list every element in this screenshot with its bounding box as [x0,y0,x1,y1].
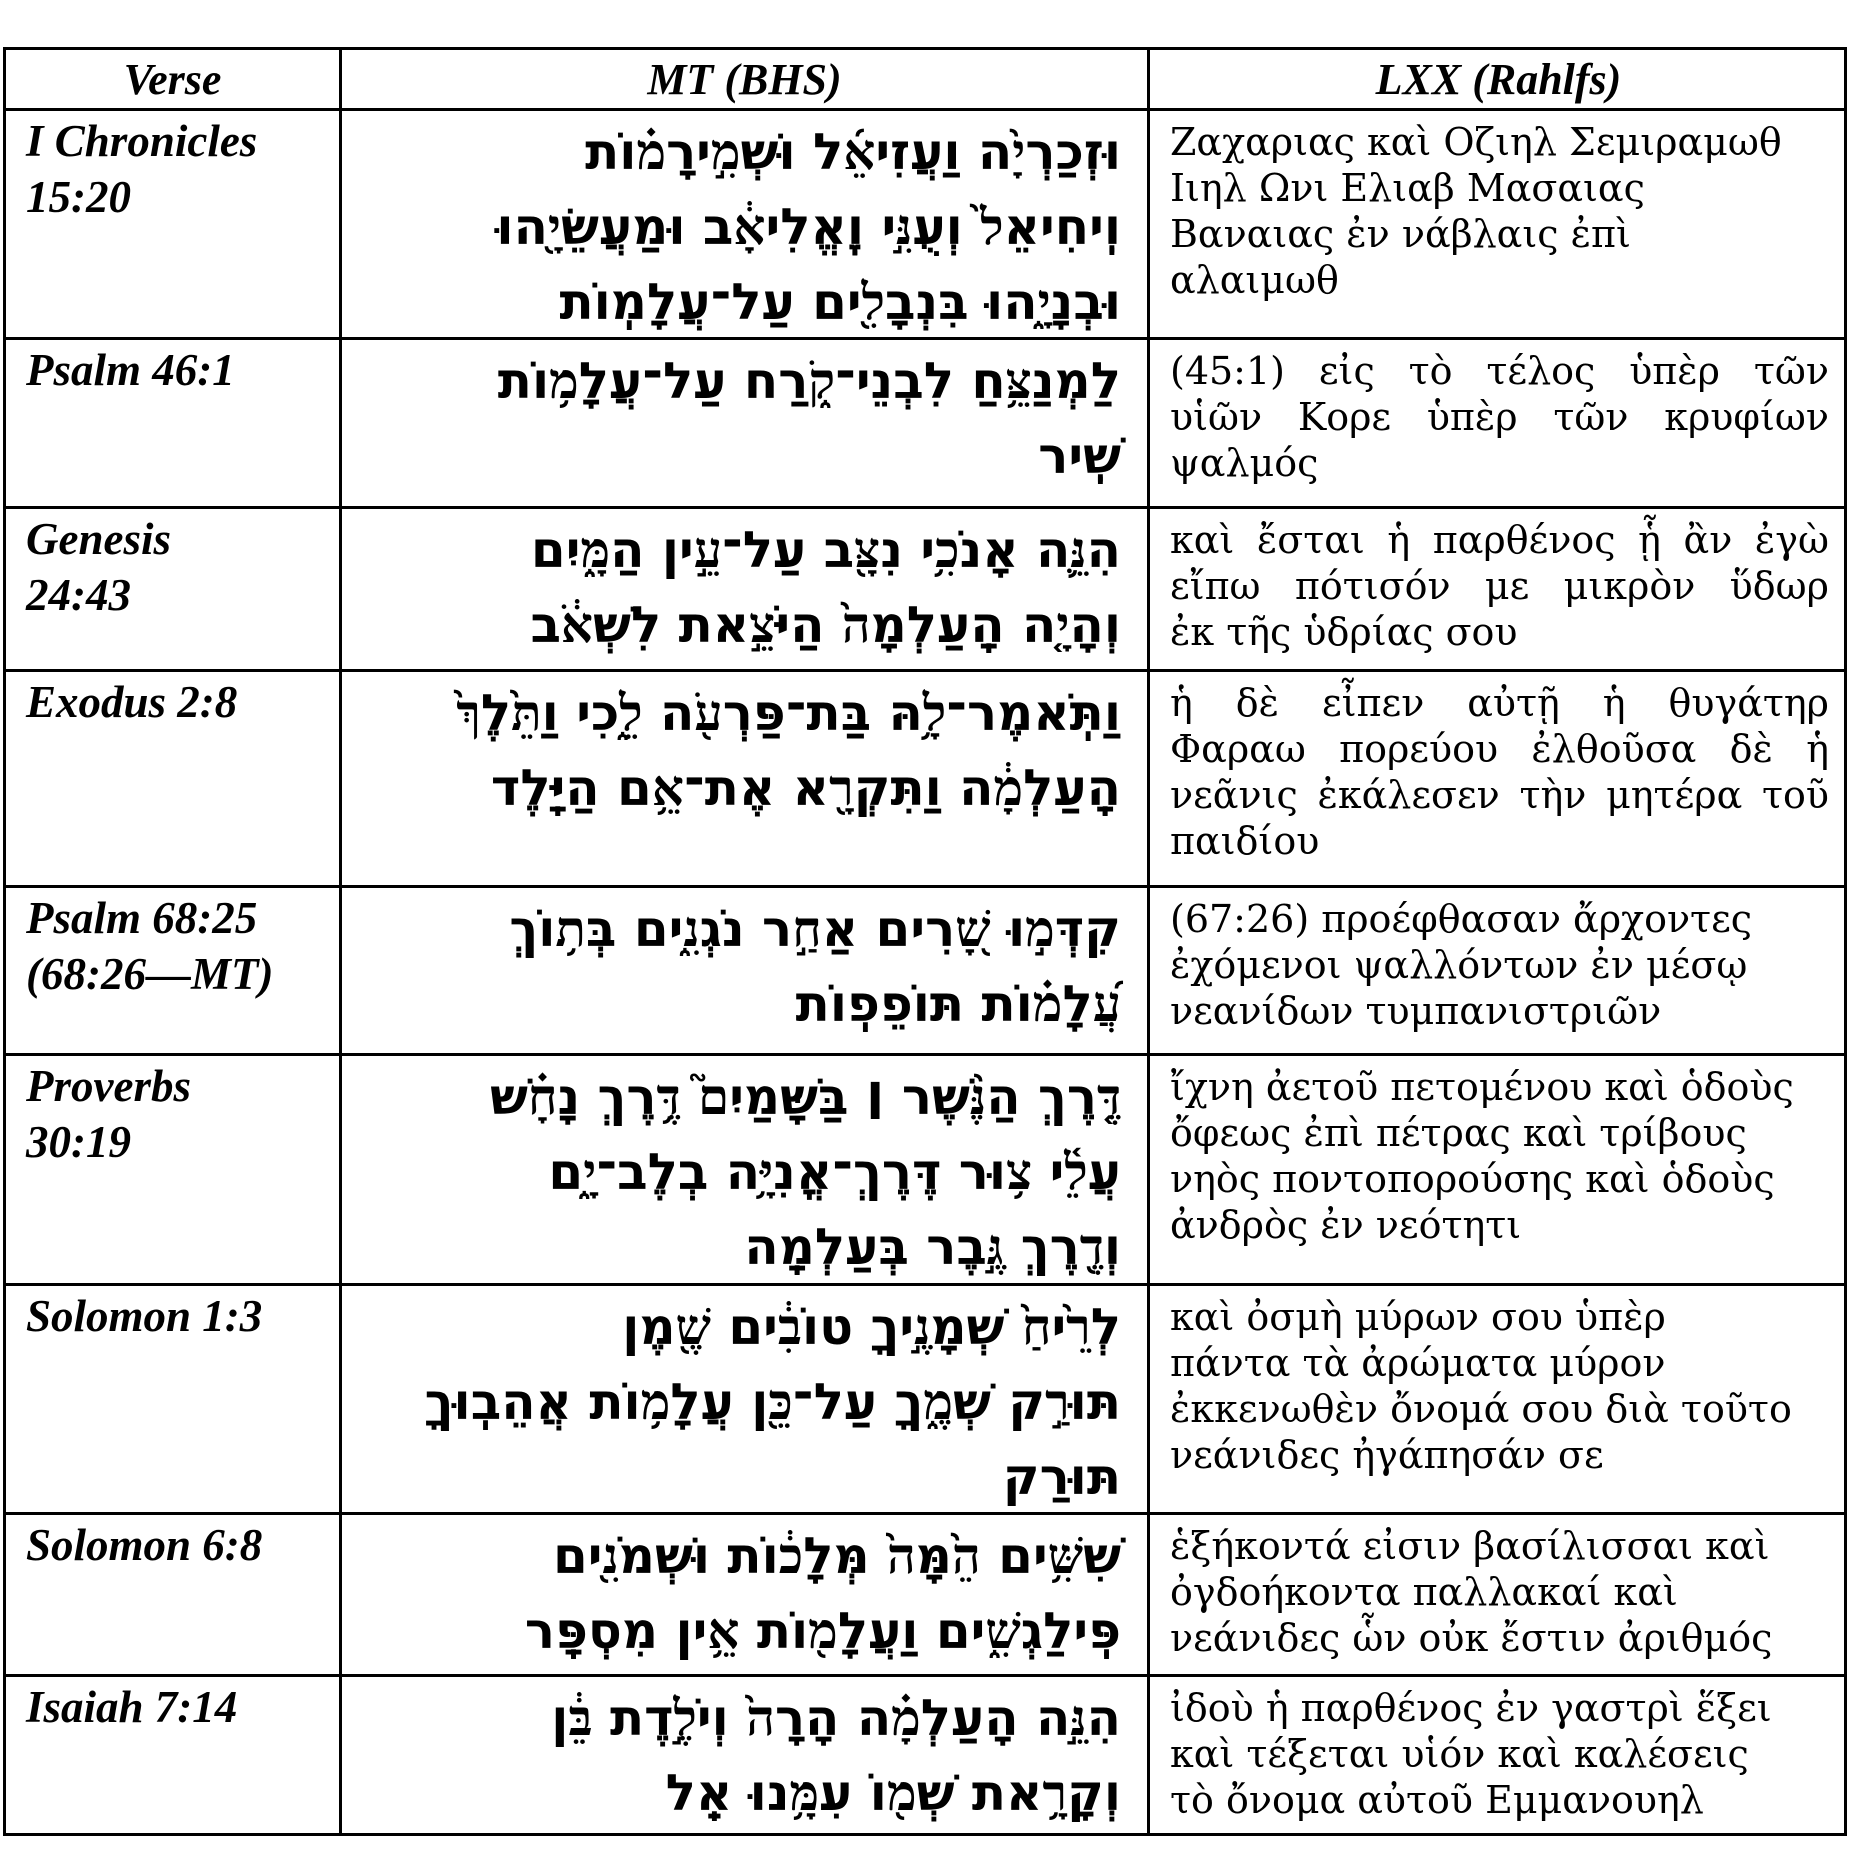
lxx-greek-line: παιδίου [1170,819,1320,863]
mt-hebrew-cell [339,340,1147,506]
mt-hebrew-line: לְרֵ֙יחַ֙ שְׁמָנֶ֣יךָ טוֹבִ֔ים שֶׁ֖מֶן [622,1298,1121,1356]
mt-hebrew-line: וְדֶ֖רֶךְ גֶּ֣בֶר בְּעַלְמָֽה [744,1218,1121,1276]
lxx-greek-line: ἴχνη ἀετοῦ πετομένου καὶ ὁδοὺς [1170,1065,1794,1109]
lxx-greek-line: Βαναιας ἐν νάβλαις ἐπὶ [1170,212,1631,256]
mt-hebrew-text [342,340,1147,494]
verse-reference [6,111,339,225]
mt-hebrew-line: שִֽׁיר [1038,427,1121,485]
table-row [6,506,1844,669]
mt-hebrew-line: וְקָרָ֥את שְׁמ֖וֹ עִמָּ֥נוּ אֵֽל [665,1764,1121,1822]
verse-reference-line: 15:20 [26,172,131,222]
verse-cell [6,672,339,885]
lxx-greek-cell [1147,1515,1847,1674]
mt-hebrew-line: הָֽעַלְמָ֔ה וַתִּקְרָ֖א אֶת־אֵ֥ם הַיָּֽלֶד [490,759,1121,817]
mt-hebrew-text [342,1056,1147,1283]
verse-reference-line: I Chronicles [26,116,258,166]
mt-hebrew-line: עֲלֵ֫י צ֥וּר דֶּרֶךְ־אֳנִיָּ֥ה בְלֶב־יָ֑ם [548,1143,1121,1201]
verse-cell [6,509,339,669]
verse-reference-line: Proverbs [26,1061,191,1111]
mt-hebrew-line: פִּֽילַגְשִׁ֑ים וַעֲלָמ֖וֹת אֵ֥ין מִסְפָּֽר [524,1602,1121,1660]
lxx-greek-line: ὀγδοήκοντα παλλακαί καὶ [1170,1570,1678,1614]
lxx-greek-line: νεάνιδες ὧν οὐκ ἔστιν ἀριθμός [1170,1616,1773,1660]
lxx-greek-line: ἑξήκοντά εἰσιν βασίλισσαι καὶ [1170,1524,1770,1568]
mt-hebrew-text [342,509,1147,663]
lxx-greek-text [1150,1515,1847,1661]
header-verse-label: Verse [123,55,222,104]
mt-hebrew-text [342,1286,1147,1512]
lxx-greek-line: νηὸς ποντοπορούσης καὶ ὁδοὺς [1170,1157,1775,1201]
lxx-greek-line: ἐχόμενοι ψαλλόντων ἐν μέσῳ [1170,943,1748,987]
mt-hebrew-cell [339,1286,1147,1512]
verse-reference [6,1677,339,1735]
table-row [6,337,1844,506]
verse-reference-line: Psalm 46:1 [26,345,235,395]
header-lxx-label: LXX (Rahlfs) [1375,55,1622,104]
verse-cell [6,111,339,337]
lxx-greek-cell [1147,672,1847,885]
verse-reference-line: Solomon 6:8 [26,1520,263,1570]
mt-hebrew-line: הִנֵּ֛ה אָנֹכִ֥י נִצָּ֖ב עַל־עֵ֣ין הַמָּ֑יִם [530,521,1121,579]
mt-hebrew-line: קִדְּמ֣וּ שָׁ֭רִים אַחַ֣ר נֹגְנִ֑ים בְּת֥וֹךְ [509,900,1121,958]
mt-hebrew-cell [339,672,1147,885]
mt-hebrew-line: שִׁשִּׁ֥ים הֵ֙מָּה֙ מְּלָכ֔וֹת וּשְׁמֹנִ֖ים [552,1527,1121,1585]
lxx-greek-line: καὶ ἔσται ἡ παρθένος ᾗ ἂν ἐγὼ [1170,518,1829,562]
lxx-greek-cell [1147,509,1847,669]
table-row [6,885,1844,1053]
lxx-greek-text [1150,672,1847,864]
lxx-greek-line: νεᾶνις ἐκάλεσεν τὴν μητέρα τοῦ [1170,773,1829,817]
verse-reference [6,509,339,623]
mt-hebrew-line: הִנֵּ֣ה הָעַלְמָ֗ה הָרָה֙ וְיֹלֶ֣דֶת בֵּ֔ן [551,1689,1121,1747]
mt-hebrew-cell [339,888,1147,1053]
lxx-greek-line: ἐκκενωθὲν ὄνομά σου διὰ τοῦτο [1170,1387,1792,1431]
lxx-greek-line: καὶ ὀσμὴ μύρων σου ὑπὲρ [1170,1295,1666,1339]
lxx-greek-cell [1147,340,1847,506]
verse-cell [6,1515,339,1674]
table-row [6,1053,1844,1283]
lxx-greek-line: (67:26) προέφθασαν ἄρχοντες [1170,897,1753,941]
mt-hebrew-line: עֲ֝לָמ֗וֹת תּוֹפֵפֽוֹת [795,975,1121,1033]
mt-hebrew-cell [339,1056,1147,1283]
verse-reference-line: Genesis [26,514,171,564]
lxx-greek-line: νεανίδων τυμπανιστριῶν [1170,989,1662,1033]
lxx-greek-line: ψαλμός [1170,441,1319,485]
mt-hebrew-text [342,888,1147,1042]
lxx-greek-line: ἰδοὺ ἡ παρθένος ἐν γαστρὶ ἕξει [1170,1686,1772,1730]
table-row [6,108,1844,337]
lxx-greek-line: ἐκ τῆς ὑδρίας σου [1170,610,1518,654]
lxx-greek-cell [1147,888,1847,1053]
header-mt-cell [339,50,1147,108]
lxx-greek-text [1150,1056,1847,1248]
verse-cell [6,1286,339,1512]
lxx-greek-text [1150,509,1847,655]
verse-reference-line: Psalm 68:25 [26,893,258,943]
lxx-greek-line: εἴπω πότισόν με μικρὸν ὕδωρ [1170,564,1829,608]
lxx-greek-text [1150,888,1847,1034]
verse-reference [6,888,339,1002]
verse-cell [6,340,339,506]
verse-reference-line: Exodus 2:8 [26,677,238,727]
table-row [6,1674,1844,1833]
lxx-greek-line: ἀνδρὸς ἐν νεότητι [1170,1203,1522,1247]
lxx-greek-line: Ιιηλ Ωνι Ελιαβ Μασαιας [1170,166,1645,210]
verse-cell [6,1677,339,1833]
mt-hebrew-text [342,672,1147,826]
verse-reference-line: Solomon 1:3 [26,1291,263,1341]
lxx-greek-line: πάντα τὰ ἀρώματα μύρον [1170,1341,1666,1385]
lxx-greek-cell [1147,1286,1847,1512]
mt-hebrew-line: תּוּרַק [1002,1448,1121,1506]
lxx-greek-line: καὶ τέξεται υἱόν καὶ καλέσεις [1170,1732,1749,1776]
lxx-greek-line: νεάνιδες ἠγάπησάν σε [1170,1433,1604,1477]
lxx-greek-line: Φαραω πορεύου ἐλθοῦσα δὲ ἡ [1170,727,1829,771]
verse-reference-line: (68:26—MT) [26,949,274,999]
table-row [6,669,1844,885]
verse-reference-line: Isaiah 7:14 [26,1682,238,1732]
verse-reference [6,672,339,730]
mt-hebrew-line: לַמְנַצֵּ֥חַ לִבְנֵי־קֹ֑רַח עַל־עֲלָמ֥וֹת [497,352,1121,410]
table-row [6,1283,1844,1512]
lxx-greek-line: ἡ δὲ εἶπεν αὐτῇ ἡ θυγάτηρ [1170,681,1829,725]
lxx-greek-line: τὸ ὄνομα αὐτοῦ Εμμανουηλ [1170,1778,1704,1822]
header-verse-cell [6,50,339,108]
mt-hebrew-line: תּוּרַ֣ק שְׁמֶ֑ךָ עַל־כֵּ֖ן עֲלָמ֥וֹת אֲהֵבֽוּךָ [424,1373,1121,1431]
lxx-greek-text [1150,111,1847,303]
lxx-greek-text [1150,1677,1847,1823]
verse-cell [6,888,339,1053]
mt-hebrew-cell [339,111,1147,337]
lxx-greek-cell [1147,1677,1847,1833]
header-mt-label: MT (BHS) [647,55,842,104]
lxx-greek-line: ὄφεως ἐπὶ πέτρας καὶ τρίβους [1170,1111,1747,1155]
mt-hebrew-line: וְהָיָ֤ה הָֽעַלְמָה֙ הַיֹּצֵ֣את לִשְׁאֹ֔ב [530,596,1121,654]
verse-reference [6,1286,339,1344]
header-lxx-cell [1147,50,1847,108]
lxx-greek-cell [1147,1056,1847,1283]
verse-cell [6,1056,339,1283]
verse-reference [6,1056,339,1170]
lxx-greek-line: αλαιμωθ [1170,258,1339,302]
mt-hebrew-text [342,1515,1147,1669]
mt-hebrew-text [342,1677,1147,1831]
mt-hebrew-line: וּזְכַרְיָ֙ה וַעֲזִיאֵ֜ל וּשְׁמִ֣ירָמ֗וֹת [585,123,1121,181]
verse-reference [6,1515,339,1573]
lxx-greek-text [1150,340,1847,486]
mt-hebrew-line: וִֽיחִיאֵל֙ וְעֻנִּ֣י וֶֽאֱלִיאָ֔ב וּמַעֲשֵׂיָ֖הוּ [496,198,1121,256]
verse-comparison-table [3,47,1847,1836]
lxx-greek-line: (45:1) εἰς τὸ τέλος ὑπὲρ τῶν [1170,349,1829,393]
lxx-greek-cell [1147,111,1847,337]
verse-reference-line: 30:19 [26,1117,131,1167]
lxx-greek-text [1150,1286,1847,1478]
mt-hebrew-line: וַתֹּֽאמֶר־לָ֥הּ בַּת־פַּרְעֹ֖ה לֵ֑כִי וַתֵּ֙לֶךְ֙ [456,684,1121,742]
mt-hebrew-cell [339,1515,1147,1674]
mt-hebrew-line: דֶּ֤רֶךְ הַנֶּ֨שֶׁר ׀ בַּשָּׁמַיִם֮ דֶּ֥רֶךְ נָחָ֗שׁ [489,1068,1121,1126]
mt-hebrew-cell [339,1677,1147,1833]
lxx-greek-line: υἱῶν Κορε ὑπὲρ τῶν κρυφίων [1170,395,1829,439]
mt-hebrew-line: וּבְנָיָ֑הוּ בִּנְבָלִ֖ים עַל־עֲלָמֽוֹת [559,273,1121,331]
table-header-row [6,50,1844,108]
verse-reference-line: 24:43 [26,570,131,620]
mt-hebrew-cell [339,509,1147,669]
mt-hebrew-text [342,111,1147,337]
table-row [6,1512,1844,1674]
lxx-greek-line: Ζαχαριας καὶ Οζιηλ Σεμιραμωθ [1170,120,1782,164]
verse-reference [6,340,339,398]
